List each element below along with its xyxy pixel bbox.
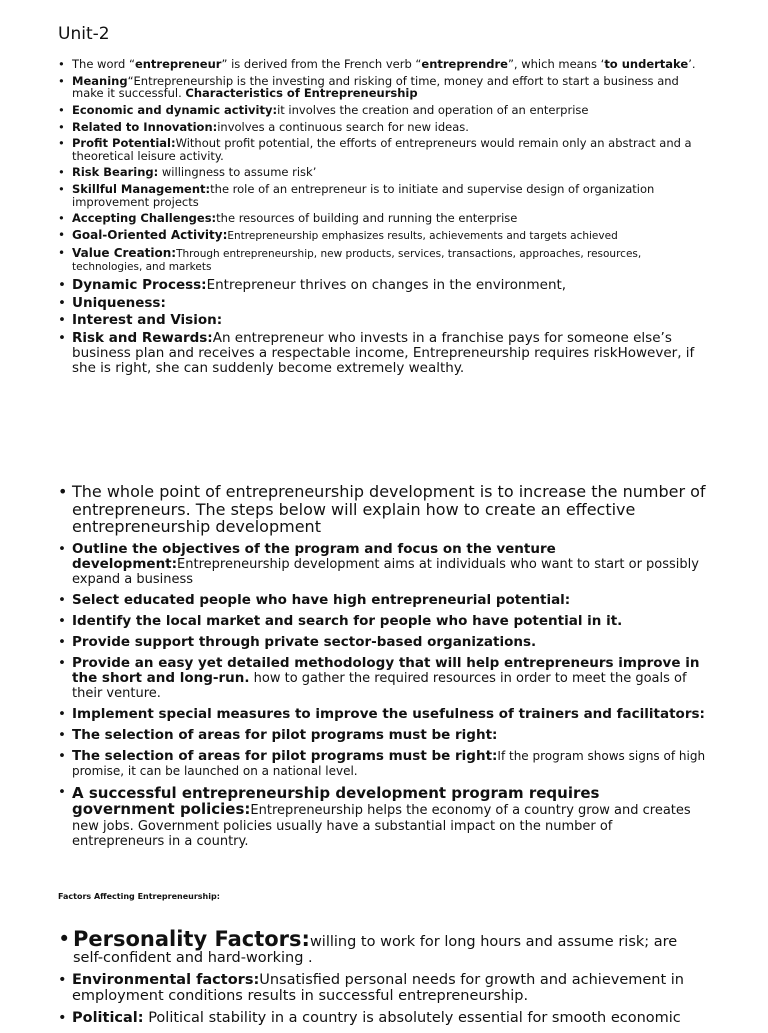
item-text: willingness to assume risk’ <box>158 165 317 180</box>
list-item <box>56 1011 706 1027</box>
item-text: Without profit potential, the efforts of entrepreneurs would remain only an abstract and a theoretical leisure activity. <box>72 136 692 163</box>
factors-heading: Factors Affecting Entrepreneurship: <box>58 892 220 901</box>
item-heading: A successful entrepreneurship development program requires government policies: <box>72 783 600 819</box>
list-item <box>56 278 706 293</box>
item-text: involves a continuous search for new ideas. <box>217 119 469 134</box>
item-heading: Risk and Rewards: <box>72 330 213 347</box>
list-item <box>56 593 706 608</box>
item-heading: Dynamic Process: <box>72 276 207 293</box>
item-heading: Select educated people who have high entrepreneurial potential: <box>72 592 571 609</box>
development-steps-list <box>56 483 706 855</box>
list-item <box>56 212 706 225</box>
list-item <box>56 707 706 722</box>
list-item <box>56 166 706 179</box>
item-heading: Risk Bearing: <box>72 165 159 180</box>
list-item <box>56 229 706 243</box>
item-text: “Entrepreneurship is the investing and risking of time, money and effort to start a business and make it successful. <box>72 73 679 101</box>
item-heading: entrepreneur <box>134 57 222 71</box>
list-item <box>56 614 706 629</box>
item-text: Entrepreneurship emphasizes results, achievements and targets achieved <box>227 230 618 243</box>
page-title: Unit-2 <box>58 24 110 44</box>
item-text: Through entrepreneurship, new products, services, transactions, approaches, resources, technologies, and markets <box>72 247 642 274</box>
item-heading: Skillful Management: <box>72 182 211 197</box>
item-text: Entrepreneurship helps the economy of a country grow and creates new jobs. Government policies usually have a substantial impact on the number of entrepreneurs in a country. <box>72 803 691 849</box>
list-item <box>56 331 706 376</box>
item-heading: Provide an easy yet detailed methodology that will help entrepreneurs improve in the short and long-run. <box>72 654 700 686</box>
item-text: ’. <box>688 57 696 71</box>
factors-list <box>56 928 706 1033</box>
item-heading: Interest and Vision: <box>72 312 223 329</box>
list-item <box>56 104 706 117</box>
page-cut <box>56 860 716 872</box>
list-item <box>56 656 706 701</box>
list-item <box>56 728 706 743</box>
list-item <box>56 58 706 71</box>
item-heading: Implement special measures to improve the usefulness of trainers and facilitators: <box>72 706 705 723</box>
list-item <box>56 121 706 134</box>
list-item <box>56 483 706 536</box>
item-text: it involves the creation and operation of an enterprise <box>277 102 589 117</box>
item-heading: Environmental factors: <box>72 972 260 989</box>
item-text: the resources of building and running the enterprise <box>216 211 518 226</box>
item-text: Unsatisfied personal needs for growth and achievement in employment conditions results in successful entrepreneurship. <box>72 972 684 1004</box>
item-text: the role of an entrepreneur is to initiate and supervise design of organization improvement projects <box>72 182 655 209</box>
list-item <box>56 183 706 208</box>
item-heading: Value Creation: <box>72 245 177 260</box>
list-item <box>56 928 706 967</box>
item-heading: to undertake <box>604 57 689 71</box>
list-item <box>56 542 706 587</box>
item-heading: The selection of areas for pilot programs must be right: <box>72 747 498 764</box>
item-heading: Political: <box>72 1009 144 1026</box>
item-text: Political stability in a country is absolutely essential for smooth economic <box>143 1009 681 1026</box>
item-heading: Uniqueness: <box>72 294 166 311</box>
item-text: ”, which means ‘ <box>507 57 605 71</box>
list-item <box>56 973 706 1005</box>
list-item <box>56 296 706 311</box>
item-heading: The selection of areas for pilot programs must be right: <box>72 727 498 744</box>
item-text: The whole point of entrepreneurship development is to increase the number of entrepreneurs. The steps below will explain how to create an effective entrepreneurship development <box>72 482 706 537</box>
characteristics-list <box>56 58 706 379</box>
item-heading: entreprendre <box>421 57 508 71</box>
item-heading: Related to Innovation: <box>72 119 218 134</box>
item-heading: Outline the objectives of the program and focus on the venture development: <box>72 540 556 572</box>
item-heading: Provide support through private sector-based organizations. <box>72 633 537 650</box>
item-heading: Accepting Challenges: <box>72 211 217 226</box>
item-text: ” is derived from the French verb “ <box>221 57 422 71</box>
item-text: how to gather the required resources in order to meet the goals of their venture. <box>72 670 687 701</box>
item-text: willing to work for long hours and assume risk; are self-confident and hard-working . <box>73 934 678 967</box>
list-item <box>56 785 706 850</box>
item-text: An entrepreneur who invests in a franchise pays for someone else’s business plan and receives a respectable income, Entrepreneurship requires riskHowever, if she is right, she can suddenly become extremely wealthy. <box>72 330 695 376</box>
item-heading: Profit Potential: <box>72 136 176 151</box>
item-text: Entrepreneur thrives on changes in the environment, <box>206 276 567 293</box>
item-heading: Characteristics of Entrepreneurship <box>185 86 418 101</box>
list-item <box>56 749 706 779</box>
item-text: The word “ <box>72 57 135 71</box>
list-item <box>56 75 706 100</box>
list-item <box>56 137 706 162</box>
item-heading: Personality Factors: <box>73 927 310 951</box>
item-heading: Goal-Oriented Activity: <box>72 228 228 243</box>
list-item <box>56 247 706 274</box>
item-text: Entrepreneurship development aims at individuals who want to start or possibly expand a business <box>72 556 699 587</box>
item-heading: Meaning <box>72 73 128 88</box>
item-heading: Identify the local market and search for people who have potential in it. <box>72 613 623 630</box>
list-item <box>56 635 706 650</box>
item-text: If the program shows signs of high promise, it can be launched on a national level. <box>72 748 706 778</box>
list-item <box>56 313 706 328</box>
item-heading: Economic and dynamic activity: <box>72 102 278 117</box>
